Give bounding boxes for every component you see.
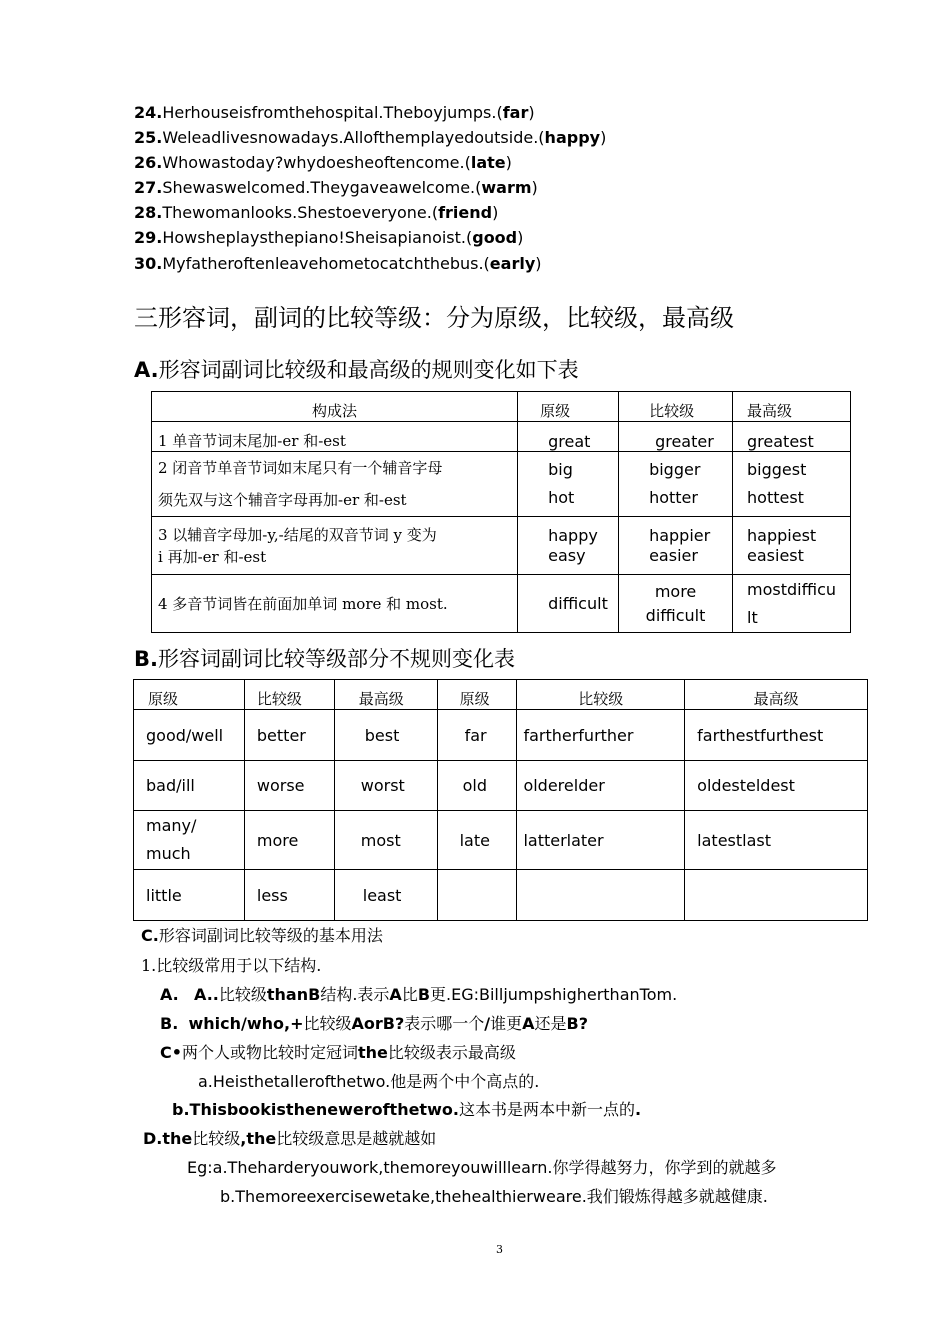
page-number: 3: [496, 1243, 503, 1256]
comparative-cell: bigger hotter: [619, 452, 733, 517]
section-3-title: 三形容词，副词的比较等级：分为原级，比较级，最高级: [134, 304, 734, 332]
usage-item-b: B. which/who,+比较级AorB?表示哪一个/谁更A还是B?: [160, 1014, 589, 1033]
base-cell: big hot: [518, 452, 619, 517]
section-b-title: B.形容词副词比较等级部分不规则变化表: [134, 647, 515, 671]
header-superlative: 最高级: [733, 392, 851, 422]
table-cell: late: [437, 811, 517, 870]
rule-cell: 4 多音节词皆在前面加单词 more 和 most.: [152, 575, 518, 633]
rule-cell: 2 闭音节单音节词如末尾只有一个辅音字母 须先双与这个辅音字母再加-er 和-est: [152, 452, 518, 517]
header-base: 原级: [518, 392, 619, 422]
section-a-title: A.形容词副词比较级和最高级的规则变化如下表: [134, 358, 579, 382]
header-base: 原级: [437, 680, 517, 710]
regular-comparison-table: [151, 391, 851, 633]
table-cell: worst: [334, 761, 437, 811]
table-row: [152, 517, 851, 575]
table-cell: old: [437, 761, 517, 811]
exercise-27: 27.Shewaswelcomed.Theygaveawelcome.(warm): [134, 178, 538, 197]
table-cell: [517, 870, 685, 921]
table-cell: farthestfurthest: [685, 710, 868, 761]
table-cell: [685, 870, 868, 921]
table-cell: latterlater: [517, 811, 685, 870]
example-a: a.Heisthetallerofthetwo.他是两个中个高点的.: [198, 1072, 540, 1091]
table-cell: less: [244, 870, 334, 921]
exercise-28: 28.Thewomanlooks.Shestoeveryone.(friend): [134, 203, 499, 222]
exercise-29: 29.Howsheplaysthepiano!Sheisapianoist.(good): [134, 228, 524, 247]
exercise-26: 26.Whowastoday?whydoesheoftencome.(late): [134, 153, 512, 172]
section-c-intro: 1.比较级常用于以下结构.: [141, 956, 322, 975]
table-row: [152, 452, 851, 517]
comparative-cell: more difficult: [619, 575, 733, 633]
superlative-cell: greatest: [733, 422, 851, 452]
rule-cell: 1 单音节词末尾加-er 和-est: [152, 422, 518, 452]
header-comparative: 比较级: [517, 680, 685, 710]
table-cell: good/well: [134, 710, 245, 761]
header-formation: 构成法: [152, 392, 518, 422]
table-cell: worse: [244, 761, 334, 811]
table-cell: most: [334, 811, 437, 870]
table-cell: little: [134, 870, 245, 921]
base-cell: great: [518, 422, 619, 452]
table-cell: fartherfurther: [517, 710, 685, 761]
table-header-row: [152, 392, 851, 422]
table-row: [134, 811, 868, 870]
table-header-row: [134, 680, 868, 710]
table-cell: better: [244, 710, 334, 761]
table-row: [134, 710, 868, 761]
rule-cell: 3 以辅音字母加-y,-结尾的双音节词 y 变为 i 再加-er 和-est: [152, 517, 518, 575]
table-cell: best: [334, 710, 437, 761]
usage-item-a: A. A..比较级thanB结构.表示A比B更.EG:BilljumpshigherthanTom.: [160, 985, 678, 1004]
header-superlative: 最高级: [685, 680, 868, 710]
table-row: [152, 422, 851, 452]
header-comparative: 比较级: [244, 680, 334, 710]
irregular-comparison-table: [133, 679, 868, 921]
table-cell: bad/ill: [134, 761, 245, 811]
exercise-25: 25.Weleadlivesnowadays.Allofthemplayedoutside.(happy): [134, 128, 607, 147]
superlative-cell: mostdifficu lt: [733, 575, 851, 633]
superlative-cell: biggest hottest: [733, 452, 851, 517]
table-cell: olderelder: [517, 761, 685, 811]
table-row: [134, 870, 868, 921]
superlative-cell: happiest easiest: [733, 517, 851, 575]
example-b: b.Thisbookisthenewerofthetwo.这本书是两本中新一点的.: [172, 1100, 642, 1119]
section-c-title: C.形容词副词比较等级的基本用法: [141, 926, 383, 945]
exercise-30: 30.Myfatheroftenleavehometocatchthebus.(early): [134, 254, 542, 273]
base-cell: difficult: [518, 575, 619, 633]
table-row: [134, 761, 868, 811]
example-eg-a: Eg:a.Theharderyouwork,themoreyouwilllearn.你学得越努力，你学到的就越多: [187, 1158, 777, 1177]
example-eg-b: b.Themoreexercisewetake,thehealthierweare.我们锻炼得越多就越健康.: [220, 1187, 768, 1206]
table-cell: oldesteldest: [685, 761, 868, 811]
header-comparative: 比较级: [619, 392, 733, 422]
comparative-cell: greater: [619, 422, 733, 452]
header-superlative: 最高级: [334, 680, 437, 710]
table-cell: many/ much: [134, 811, 245, 870]
table-cell: far: [437, 710, 517, 761]
table-cell: least: [334, 870, 437, 921]
exercise-24: 24.Herhouseisfromthehospital.Theboyjumps.(far): [134, 103, 535, 122]
usage-item-d: D.the比较级,the比较级意思是越就越如: [143, 1129, 437, 1148]
table-cell: [437, 870, 517, 921]
table-row: [152, 575, 851, 633]
table-cell: latestlast: [685, 811, 868, 870]
base-cell: happy easy: [518, 517, 619, 575]
header-base: 原级: [134, 680, 245, 710]
comparative-cell: happier easier: [619, 517, 733, 575]
table-cell: more: [244, 811, 334, 870]
usage-item-c: C•两个人或物比较时定冠词the比较级表示最高级: [160, 1043, 516, 1062]
